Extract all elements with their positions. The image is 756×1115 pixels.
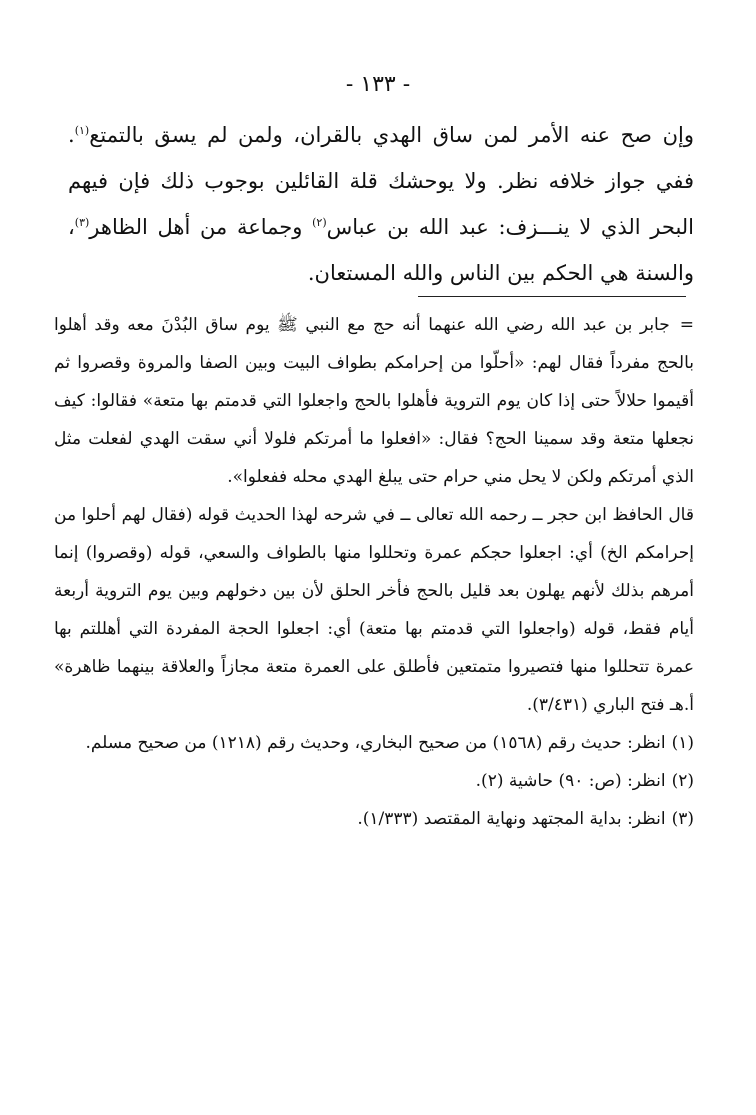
ibn-hajar-commentary: قال الحافظ ابن حجر ــ رحمه الله تعالى ــ في شرحه لهذا الحديث قوله (فقال لهم أحلوا من إحرامكم الخ) أي: اجعلوا حجكم عمرة وتحللوا منها بالطواف والسعي، قوله (وقصروا) إنما أمرهم بذلك لأنهم يهلون بعد قليل بالحج فأخر الحلق لأن بين دخولهم وبين يوم التروية أربعة أيام فقط، قوله (واجعلوا التي قدمتم بها متعة) أي: اجعلوا الحجة المفردة التي أهللتم بها عمرة تتحللوا منها فتصيروا متمتعين فأطلق على العمرة متعة مجازاً والعلاقة بينهما ظاهرة» أ.هـ فتح الباري (٣/٤٣١). — [54, 505, 694, 715]
footnote-2 — [54, 762, 694, 800]
continued-footnote — [54, 306, 694, 496]
continued-footnote-text: جابر بن عبد الله رضي الله عنهما أنه حج مع النبي ﷺ يوم ساق البُدْنَ معه وقد أهلوا بالحج مفرداً فقال لهم: «أحلّوا من إحرامكم بطواف البيت وبين الصفا والمروة وقصروا ثم أقيموا حلالاً حتى إذا كان يوم التروية فأهلوا بالحج واجعلوا التي قدمتم بها متعة» فقالوا: كيف نجعلها متعة وقد سمينا الحج؟ فقال: «افعلوا ما أمرتكم فلولا أني سقت الهدي لفعلت مثل الذي أمرتكم ولكن لا يحل مني حرام حتى يبلغ الهدي محله ففعلوا». — [54, 315, 694, 487]
footnote-3 — [54, 800, 694, 838]
page-number: - ١٣٣ - — [345, 72, 411, 97]
footnotes-area — [54, 306, 694, 838]
footnote-ref-3: (٣) — [74, 216, 90, 229]
main-text-part-1: وإن صح عنه الأمر لمن ساق الهدي بالقران، ولمن لم يسق بالتمتع — [89, 123, 694, 147]
main-paragraph — [68, 112, 694, 296]
footnote-2-text: انظر: (ص: ٩٠) حاشية (٢). — [475, 771, 666, 791]
footnote-3-number: (٣) — [671, 809, 694, 829]
footnote-3-text: انظر: بداية المجتهد ونهاية المقتصد (١/٣٣٣). — [357, 809, 666, 829]
footnote-1-number: (١) — [671, 733, 694, 753]
footnote-1 — [54, 724, 694, 762]
footnote-divider — [418, 296, 686, 297]
continuation-mark: = — [679, 315, 694, 335]
footnote-ref-1: (١) — [74, 124, 90, 137]
main-text-part-3: وجماعة من أهل الظاهر — [89, 215, 313, 239]
main-text — [68, 112, 694, 296]
footnote-ref-2: (٢) — [312, 216, 327, 229]
main-text-part-4: ، والسنة هي الحكم بين الناس والله المستعان. — [68, 215, 694, 285]
footnote-2-number: (٢) — [671, 771, 694, 791]
main-text-part-2: . ففي جواز خلافه نظر. ولا يوحشك قلة القائلين بوجوب ذلك فإن فيهم البحر الذي لا ينـــزف: عبد الله بن عباس — [68, 123, 695, 239]
footnote-1-text: انظر: حديث رقم (١٥٦٨) من صحيح البخاري، وحديث رقم (١٢١٨) من صحيح مسلم. — [85, 733, 666, 753]
